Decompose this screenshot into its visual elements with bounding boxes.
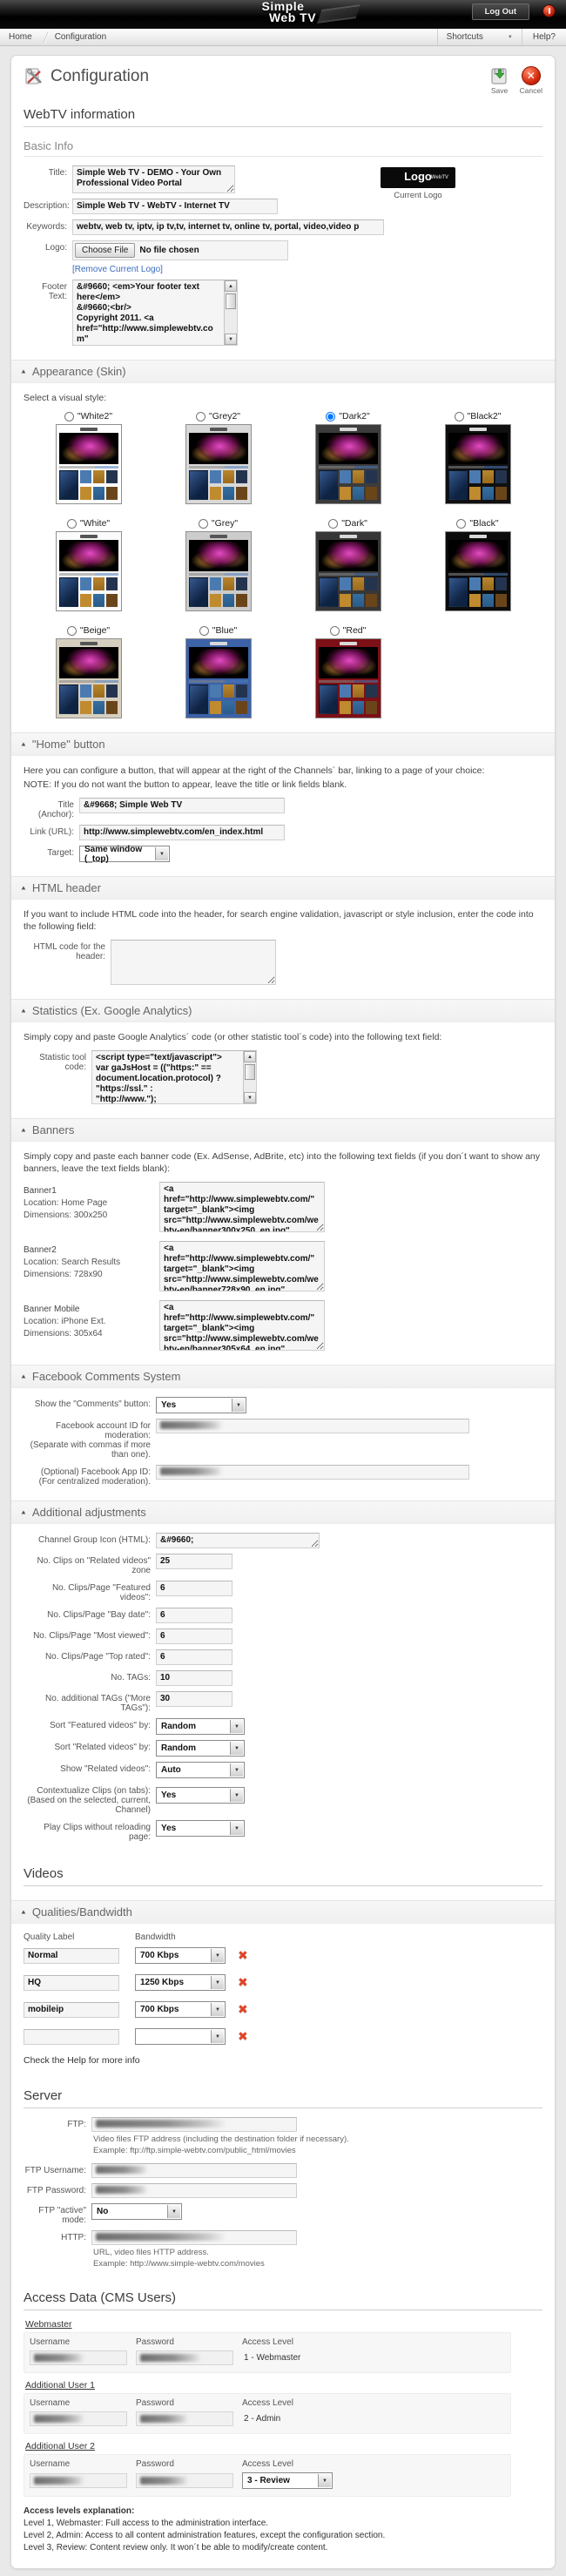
skin-radio[interactable]	[326, 412, 335, 421]
play-noreload-label: Play Clips without reloading page:	[44, 1823, 151, 1842]
sort-related-select[interactable]: Random ▼	[156, 1740, 245, 1757]
explanation-line2: Level 2, Admin: Access to all content administration features, except the configuration section.	[24, 2531, 386, 2540]
sort-featured-select[interactable]: Random ▼	[156, 1718, 245, 1735]
http-help1: URL, video files HTTP address.	[93, 2248, 209, 2257]
clips-bydate-input[interactable]	[156, 1608, 232, 1623]
banners-intro: Simply copy and paste each banner code (Ex. AdSense, AdBrite, etc) into the following text fields (if you don´t want to show any banners, leave the text fields blank):	[24, 1151, 540, 1174]
cancel-icon: ✕	[522, 66, 541, 85]
skin-thumbnail[interactable]	[445, 424, 511, 504]
more-tags-input[interactable]	[156, 1691, 232, 1707]
ftp-password-input[interactable]	[91, 2183, 297, 2198]
section-qualities[interactable]: ▲ Qualities/Bandwidth	[11, 1900, 555, 1924]
tags-label: No. TAGs:	[111, 1673, 151, 1682]
skin-thumbnail[interactable]	[315, 531, 381, 611]
username-col: Username	[30, 2398, 71, 2408]
skin-option-white2	[24, 411, 153, 504]
banner-mobile-location: Location: iPhone Ext.	[24, 1317, 106, 1326]
clips-featured-input[interactable]	[156, 1581, 232, 1596]
quality-row-empty	[24, 2028, 542, 2045]
dropdown-arrow-icon	[167, 2205, 180, 2218]
dropdown-arrow-icon	[230, 1789, 243, 1802]
quality-label-input[interactable]	[24, 1948, 119, 1964]
skin-thumbnail[interactable]	[315, 638, 381, 718]
skin-radio[interactable]	[196, 412, 206, 421]
current-logo-text: Logo	[404, 170, 432, 183]
redacted-value	[96, 2166, 148, 2174]
bandwidth-col-header: Bandwidth	[135, 1932, 176, 1942]
password-col: Password	[136, 2459, 174, 2469]
breadcrumb-home[interactable]: Home	[9, 32, 32, 42]
app-header	[0, 0, 566, 29]
sort-related-label: Sort "Related videos" by:	[54, 1743, 151, 1752]
skin-mini-logo	[80, 428, 98, 431]
clips-related-input[interactable]	[156, 1554, 232, 1569]
username-col: Username	[30, 2337, 71, 2347]
keywords-input[interactable]	[72, 219, 384, 235]
dropdown-arrow-icon	[230, 1742, 243, 1755]
skin-thumbnail[interactable]	[56, 638, 122, 718]
redacted-value	[140, 2477, 188, 2485]
shortcuts-label: Shortcuts	[446, 32, 483, 42]
clips-related-label: No. Clips on "Related videos" zone	[37, 1556, 151, 1575]
section-appearance[interactable]: ▲ Appearance (Skin)	[11, 360, 555, 383]
skin-option-dark2	[283, 411, 413, 504]
title-textarea[interactable]	[72, 165, 235, 193]
fb-app-label1: (Optional) Facebook App ID:	[40, 1467, 151, 1477]
current-logo-image	[381, 167, 455, 188]
show-related-label: Show "Related videos":	[60, 1764, 151, 1774]
redacted-value	[160, 1467, 223, 1475]
skin-label: "Grey2"	[208, 411, 241, 421]
skin-label: "Red"	[342, 625, 367, 636]
collapse-icon: ▲	[20, 1508, 27, 1516]
sort-featured-label: Sort "Featured videos" by:	[49, 1721, 151, 1730]
collapse-icon: ▲	[20, 740, 27, 748]
more-tags-label: No. additional TAGs ("More TAGs"):	[44, 1694, 151, 1713]
channel-icon-textarea[interactable]	[156, 1533, 320, 1548]
ftp-label: FTP:	[67, 2120, 86, 2129]
section-home-button[interactable]: ▲ "Home" button	[11, 732, 555, 756]
fb-app-input[interactable]	[156, 1465, 469, 1480]
ftp-help2: Example: ftp://ftp.simple-webtv.com/public_html/movies	[93, 2146, 296, 2155]
configuration-panel	[10, 55, 556, 2569]
app-logo-line2: Web TV	[268, 10, 317, 24]
skin-radio[interactable]	[67, 519, 77, 529]
html-header-intro: If you want to include HTML code into the header, for search engine validation, javascript or style inclusion, enter the code into the following field:	[24, 909, 534, 932]
skin-option-grey	[153, 518, 283, 611]
banner1-code-textarea[interactable]	[159, 1182, 325, 1232]
breadcrumb	[0, 29, 566, 46]
redacted-value	[140, 2354, 201, 2362]
http-input[interactable]	[91, 2230, 297, 2245]
access-level-select[interactable]: 3 - Review ▼	[242, 2472, 333, 2489]
skin-label: "Blue"	[212, 625, 238, 636]
help-link[interactable]: Help?	[522, 29, 566, 45]
skin-option-blue	[153, 625, 283, 718]
bandwidth-select[interactable]: 1250 Kbps ▼	[135, 1974, 226, 1991]
user-title-additional1: Additional User 1	[25, 2380, 95, 2391]
subsection-basic-info: Basic Info	[24, 139, 542, 157]
home-title-input[interactable]	[79, 798, 285, 813]
clips-mostviewed-label: No. Clips/Page "Most viewed":	[33, 1631, 151, 1641]
clips-toprated-label: No. Clips/Page "Top rated":	[44, 1652, 151, 1662]
skin-mini-video	[59, 433, 118, 464]
skin-label: "Grey"	[211, 518, 239, 529]
user-block-webmaster	[24, 2332, 511, 2373]
tools-icon	[24, 66, 44, 87]
skin-radio[interactable]	[199, 626, 209, 636]
statistic-code-label: Statistic tool code:	[39, 1053, 86, 1072]
banner1-location: Location: Home Page	[24, 1198, 108, 1208]
fb-account-input[interactable]	[156, 1419, 469, 1433]
app-logo-line1: Simple	[261, 0, 305, 13]
section-statistics[interactable]: ▲ Statistics (Ex. Google Analytics)	[11, 999, 555, 1022]
redacted-value	[140, 2415, 188, 2423]
shortcuts-dropdown[interactable]	[437, 29, 522, 45]
cancel-button[interactable]	[520, 66, 542, 95]
level-col: Access Level	[242, 2337, 293, 2347]
password-input[interactable]	[136, 2473, 233, 2488]
banner2-code-textarea[interactable]	[159, 1241, 325, 1291]
contextualize-label1: Contextualize Clips (on tabs):	[37, 1786, 151, 1796]
banner-mobile-name: Banner Mobile	[24, 1305, 80, 1314]
scrollbar[interactable]	[224, 280, 237, 345]
fb-account-label2: (Separate with commas if more than one).	[30, 1440, 151, 1460]
quality-row-mobileip	[24, 2001, 542, 2018]
bandwidth-select[interactable]: 700 Kbps ▼	[135, 2001, 226, 2018]
save-button[interactable]	[490, 66, 509, 95]
skin-option-dark	[283, 518, 413, 611]
clips-featured-label: No. Clips/Page "Featured videos":	[51, 1583, 151, 1602]
bandwidth-select[interactable]	[135, 2028, 226, 2045]
dropdown-arrow-icon	[318, 2474, 331, 2487]
ftp-active-select[interactable]: No ▼	[91, 2203, 182, 2220]
dropdown-arrow-icon	[211, 2030, 224, 2043]
redacted-value	[34, 2354, 84, 2362]
quality-label-input[interactable]	[24, 2029, 119, 2045]
skin-thumbnail[interactable]	[185, 424, 252, 504]
username-col: Username	[30, 2459, 71, 2469]
current-logo-caption: Current Logo	[394, 191, 442, 200]
show-related-select[interactable]: Auto ▼	[156, 1762, 245, 1778]
save-icon	[490, 66, 509, 85]
skin-option-white	[24, 518, 153, 611]
banner-mobile-code-textarea[interactable]	[159, 1300, 325, 1351]
fb-show-select[interactable]: Yes ▼	[156, 1397, 246, 1413]
keywords-label: Keywords:	[26, 222, 67, 232]
scroll-down-icon[interactable]	[225, 334, 237, 345]
banner-mobile-dimensions: Dimensions: 305x64	[24, 1329, 103, 1339]
no-file-text: No file chosen	[139, 246, 199, 255]
home-button-intro1: Here you can configure a button, that will appear at the right of the Channels´ bar, linking to a page of your choice:	[24, 765, 485, 776]
username-input[interactable]	[30, 2411, 127, 2426]
fb-show-label: Show the "Comments" button:	[34, 1399, 151, 1409]
password-input[interactable]	[136, 2411, 233, 2426]
home-link-label: Link (URL):	[30, 827, 74, 837]
scroll-up-icon[interactable]	[225, 280, 237, 292]
breadcrumb-current: Configuration	[54, 32, 107, 42]
scrollbar[interactable]	[243, 1051, 256, 1103]
section-additional-adjustments[interactable]: ▲ Additional adjustments	[11, 1500, 555, 1524]
section-webtv-information: WebTV information	[24, 107, 542, 127]
appearance-intro: Select a visual style:	[24, 393, 107, 403]
delete-quality-icon[interactable]: ✖	[238, 1948, 248, 1962]
collapse-icon: ▲	[20, 1908, 27, 1916]
redacted-value	[96, 2186, 148, 2194]
http-label: HTTP:	[61, 2233, 86, 2242]
password-col: Password	[136, 2398, 174, 2408]
banner2-row	[24, 1241, 542, 1291]
banner1-row	[24, 1182, 542, 1232]
skin-thumbnail[interactable]	[315, 424, 381, 504]
fb-account-label1: Facebook account ID for moderation:	[56, 1421, 151, 1440]
banner2-location: Location: Search Results	[24, 1258, 121, 1267]
collapse-icon: ▲	[20, 1372, 27, 1380]
redacted-value	[34, 2415, 84, 2423]
skin-option-black2	[413, 411, 542, 504]
clips-mostviewed-input[interactable]	[156, 1629, 232, 1644]
banner1-name: Banner1	[24, 1186, 57, 1196]
level-col: Access Level	[242, 2459, 293, 2469]
description-label: Description:	[24, 201, 70, 211]
explanation-line1: Level 1, Webmaster: Full access to the administration interface.	[24, 2519, 269, 2528]
skin-radio[interactable]	[330, 626, 340, 636]
ftp-password-label: FTP Password:	[26, 2186, 86, 2195]
ftp-username-input[interactable]	[91, 2163, 297, 2178]
page-title-text: Configuration	[51, 67, 150, 85]
current-logo-sub: WebTV	[430, 175, 448, 180]
skin-thumbnail[interactable]	[56, 424, 122, 504]
dropdown-arrow-icon	[155, 847, 168, 860]
skin-grid	[24, 411, 542, 718]
footer-text-textarea[interactable]	[72, 280, 238, 346]
delete-quality-icon[interactable]: ✖	[238, 2002, 248, 2016]
delete-quality-icon[interactable]: ✖	[238, 1975, 248, 1989]
skin-thumbnail[interactable]	[185, 531, 252, 611]
banner2-name: Banner2	[24, 1245, 57, 1255]
redacted-value	[96, 2120, 226, 2128]
redacted-value	[96, 2233, 226, 2241]
logo-label: Logo:	[44, 243, 67, 253]
skin-option-black	[413, 518, 542, 611]
ftp-help1: Video files FTP address (including the destination folder if necessary).	[93, 2134, 349, 2144]
section-facebook[interactable]: ▲ Facebook Comments System	[11, 1365, 555, 1388]
section-banners[interactable]: ▲ Banners	[11, 1118, 555, 1142]
skin-thumbnail[interactable]	[185, 638, 252, 718]
dropdown-arrow-icon	[211, 1949, 224, 1962]
access-level-value: 1 - Webmaster	[244, 2353, 301, 2363]
ftp-input[interactable]	[91, 2117, 297, 2132]
username-input[interactable]	[30, 2350, 127, 2365]
choose-file-button[interactable]: Choose File	[75, 243, 135, 258]
section-videos: Videos	[24, 1866, 542, 1886]
quality-row-hq	[24, 1974, 542, 1991]
description-input[interactable]	[72, 199, 278, 214]
dropdown-arrow-icon	[230, 1763, 243, 1777]
logo-file-input[interactable]	[72, 240, 288, 260]
fb-app-label2: (For centralized moderation).	[38, 1477, 151, 1487]
quality-label-input[interactable]	[24, 1975, 119, 1991]
home-target-label: Target:	[47, 848, 74, 858]
html-code-label: HTML code for the header:	[33, 942, 105, 961]
tags-input[interactable]	[156, 1670, 232, 1686]
section-server: Server	[24, 2088, 542, 2108]
skin-label: "Dark"	[341, 518, 367, 529]
redacted-value	[34, 2477, 84, 2485]
user-block-additional1	[24, 2393, 511, 2434]
home-target-select[interactable]: Same window (_top) ▼	[79, 846, 170, 862]
explanation-title: Access levels explanation:	[24, 2506, 135, 2516]
channel-icon-label: Channel Group Icon (HTML):	[38, 1535, 151, 1545]
play-noreload-select[interactable]: Yes ▼	[156, 1820, 245, 1837]
http-help2: Example: http://www.simple-webtv.com/movies	[93, 2259, 265, 2269]
html-code-textarea[interactable]	[111, 940, 276, 985]
ftp-active-label: FTP "active" mode:	[38, 2206, 86, 2225]
statistics-intro: Simply copy and paste Google Analytics´ code (or other statistic tool´s code) into the following text field:	[24, 1032, 442, 1042]
password-input[interactable]	[136, 2350, 233, 2365]
section-access-data: Access Data (CMS Users)	[24, 2290, 542, 2310]
skin-radio[interactable]	[64, 412, 74, 421]
username-input[interactable]	[30, 2473, 127, 2488]
skin-option-red	[283, 625, 413, 718]
level-col: Access Level	[242, 2398, 293, 2408]
collapse-icon: ▲	[20, 1126, 27, 1134]
skin-label: "White"	[79, 518, 111, 529]
skin-radio[interactable]	[328, 519, 338, 529]
skin-label: "Black2"	[467, 411, 502, 421]
skin-radio[interactable]	[199, 519, 208, 529]
skin-label: "Beige"	[79, 625, 111, 636]
scroll-up-icon[interactable]	[244, 1051, 256, 1062]
home-button-intro2: NOTE: If you do not want the button to appear, leave the title or link fields blank.	[24, 779, 347, 790]
home-title-label: Title (Anchor):	[37, 800, 74, 819]
clips-toprated-input[interactable]	[156, 1649, 232, 1665]
home-link-input[interactable]	[79, 825, 285, 840]
logout-button[interactable]: Log Out	[472, 3, 529, 20]
chevron-down-icon: ▼	[507, 34, 513, 40]
access-level-value: 2 - Admin	[244, 2414, 281, 2424]
dropdown-arrow-icon	[211, 2003, 224, 2016]
collapse-icon: ▲	[20, 1007, 27, 1015]
contextualize-select[interactable]: Yes ▼	[156, 1787, 245, 1804]
redacted-value	[160, 1421, 223, 1429]
skin-option-grey2	[153, 411, 283, 504]
banner-mobile-row	[24, 1300, 542, 1351]
section-html-header[interactable]: ▲ HTML header	[11, 876, 555, 900]
skin-label: "White2"	[77, 411, 113, 421]
access-levels-explanation	[24, 2505, 542, 2554]
power-icon[interactable]	[542, 4, 556, 17]
qualities-note: Check the Help for more info	[24, 2055, 140, 2066]
skin-thumbnail[interactable]	[56, 531, 122, 611]
password-col: Password	[136, 2337, 174, 2347]
collapse-icon: ▲	[20, 368, 27, 375]
scroll-down-icon[interactable]	[244, 1092, 256, 1103]
title-label: Title:	[48, 168, 67, 178]
skin-radio[interactable]	[456, 519, 466, 529]
collapse-icon: ▲	[20, 884, 27, 892]
dropdown-arrow-icon	[230, 1720, 243, 1733]
skin-option-beige	[24, 625, 153, 718]
save-label: Save	[490, 86, 509, 95]
bandwidth-select[interactable]: 700 Kbps ▼	[135, 1947, 226, 1964]
delete-quality-icon[interactable]: ✖	[238, 2029, 248, 2043]
user-block-additional2	[24, 2454, 511, 2497]
dropdown-arrow-icon	[232, 1399, 245, 1412]
quality-label-input[interactable]	[24, 2002, 119, 2018]
dropdown-arrow-icon	[230, 1822, 243, 1835]
explanation-line3: Level 3, Review: Content review only. It won´t be able to modify/create content.	[24, 2543, 328, 2552]
quality-col-header: Quality Label	[24, 1932, 75, 1942]
remove-logo-link[interactable]: [Remove Current Logo]	[72, 265, 163, 274]
page-title	[24, 66, 149, 87]
clips-bydate-label: No. Clips/Page "Bay date":	[47, 1610, 151, 1620]
scroll-thumb[interactable]	[245, 1064, 255, 1080]
skin-radio[interactable]	[67, 626, 77, 636]
banner2-dimensions: Dimensions: 728x90	[24, 1270, 103, 1279]
dropdown-arrow-icon	[211, 1976, 224, 1989]
banner1-dimensions: Dimensions: 300x250	[24, 1210, 108, 1220]
user-title-webmaster: Webmaster	[25, 2319, 72, 2330]
cancel-label: Cancel	[519, 86, 542, 95]
user-title-additional2: Additional User 2	[25, 2441, 95, 2451]
contextualize-label2: (Based on the selected, current, Channel)	[27, 1796, 151, 1815]
skin-label: "Dark2"	[339, 411, 370, 421]
skin-thumbnail[interactable]	[445, 531, 511, 611]
footer-text-label: Footer Text:	[42, 282, 67, 301]
statistic-code-textarea[interactable]	[91, 1050, 257, 1104]
ftp-username-label: FTP Username:	[24, 2166, 86, 2175]
scroll-thumb[interactable]	[226, 293, 236, 309]
skin-radio[interactable]	[455, 412, 464, 421]
skin-label: "Black"	[469, 518, 499, 529]
